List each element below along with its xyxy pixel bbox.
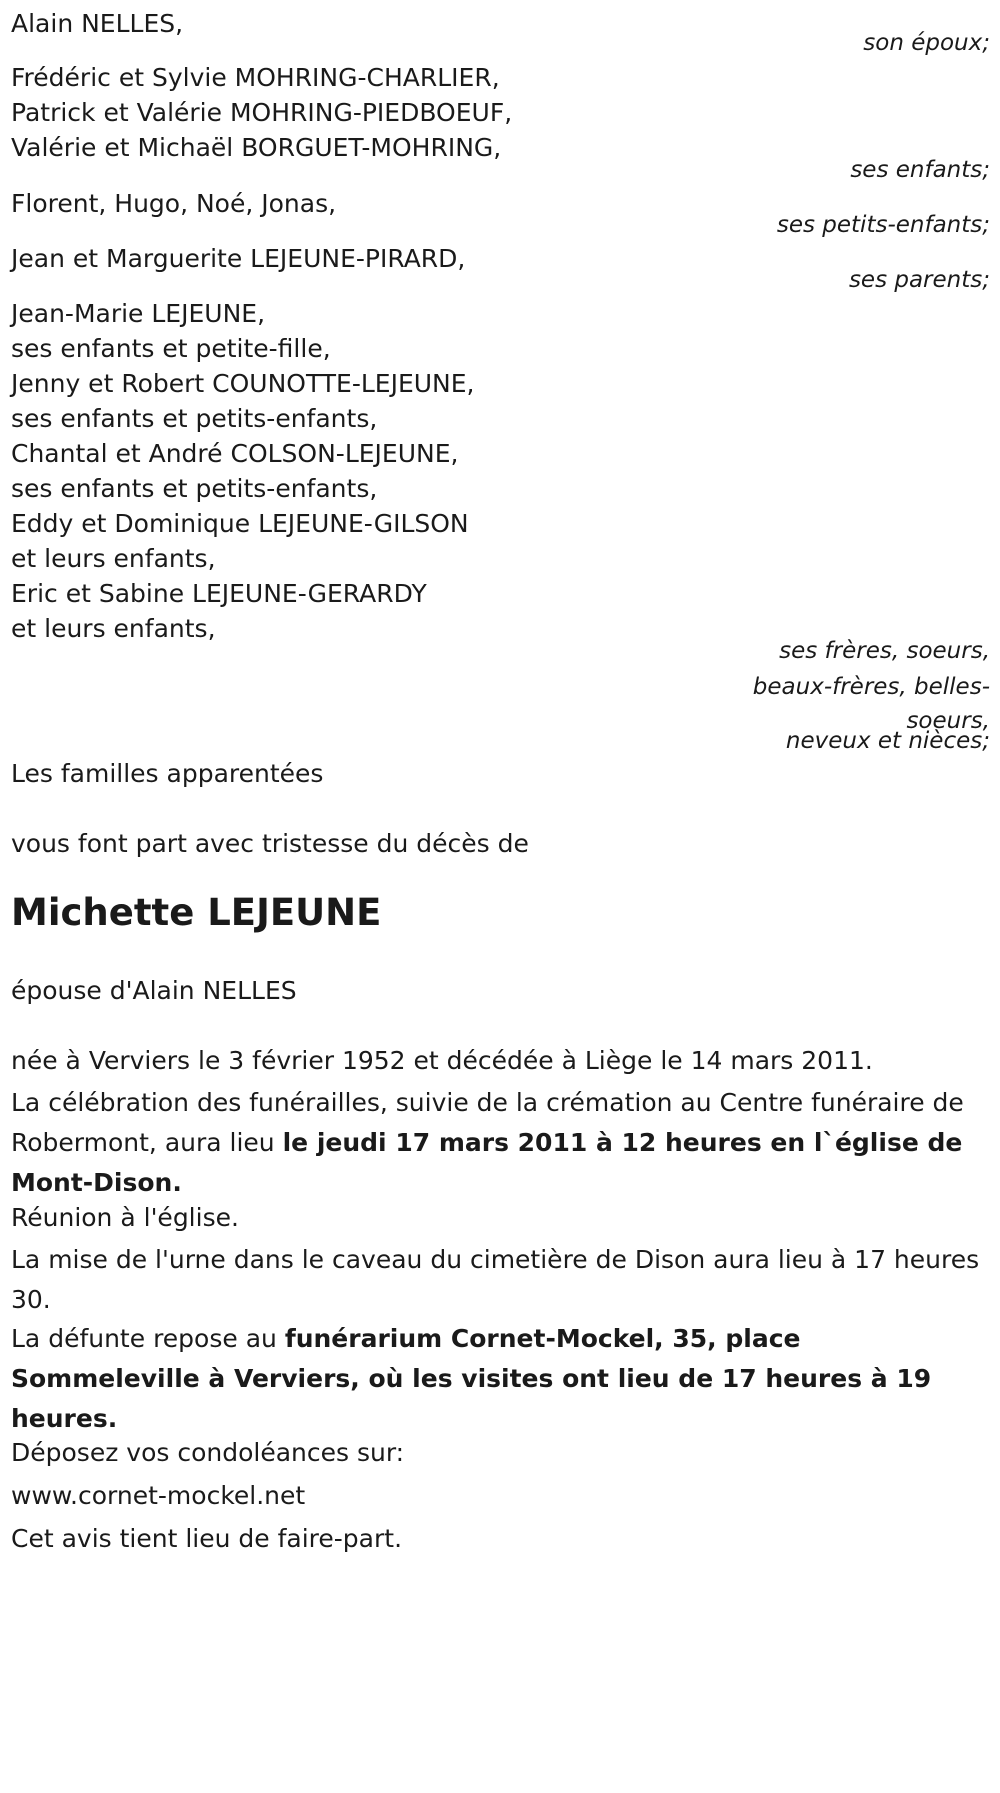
sibling-line: ses enfants et petite-fille,	[11, 334, 331, 363]
sibling-line: Chantal et André COLSON-LEJEUNE,	[11, 439, 459, 468]
grandchildren-names: Florent, Hugo, Noé, Jonas,	[11, 189, 337, 218]
siblings-role-line: soeurs,	[906, 708, 990, 734]
ceremony-intro: La célébration des funérailles, suivie de la crémation au Centre funéraire de Robermont, aura lieu	[11, 1088, 964, 1157]
ceremony-paragraph	[11, 1083, 991, 1203]
repose-details: funérarium Cornet-Mockel, 35, place Sommeleville à Verviers, où les visites ont lieu de 17 heures à 19 heures.	[11, 1324, 932, 1433]
child-line: Frédéric et Sylvie MOHRING-CHARLIER,	[11, 63, 500, 92]
child-line: Valérie et Michaël BORGUET-MOHRING,	[11, 133, 502, 162]
repose-paragraph	[11, 1319, 991, 1439]
repose-intro: La défunte repose au	[11, 1324, 285, 1353]
siblings-role-line: ses frères, soeurs,	[779, 638, 990, 664]
sibling-line: Jean-Marie LEJEUNE,	[11, 299, 266, 328]
sibling-line: et leurs enfants,	[11, 544, 216, 573]
condolences-label: Déposez vos condoléances sur:	[11, 1438, 405, 1467]
siblings-role-line: neveux et nièces;	[785, 728, 990, 754]
deceased-name: Michette LEJEUNE	[11, 891, 382, 934]
related-families: Les familles apparentées	[11, 759, 324, 788]
sibling-line: Eric et Sabine LEJEUNE-GERARDY	[11, 579, 427, 608]
sibling-line: Jenny et Robert COUNOTTE-LEJEUNE,	[11, 369, 475, 398]
urn-paragraph: La mise de l'urne dans le caveau du cimetière de Dison aura lieu à 17 heures 30.	[11, 1245, 980, 1314]
ceremony-details: le jeudi 17 mars 2011 à 12 heures en l`église de Mont-Dison.	[11, 1128, 963, 1197]
closing-line: Cet avis tient lieu de faire-part.	[11, 1524, 403, 1553]
spouse-line: épouse d'Alain NELLES	[11, 976, 297, 1005]
grandchildren-role: ses petits-enfants;	[776, 212, 990, 238]
children-role: ses enfants;	[850, 157, 990, 183]
parents-names: Jean et Marguerite LEJEUNE-PIRARD,	[11, 244, 466, 273]
sibling-line: ses enfants et petits-enfants,	[11, 474, 378, 503]
sibling-line: et leurs enfants,	[11, 614, 216, 643]
sibling-line: Eddy et Dominique LEJEUNE-GILSON	[11, 509, 469, 538]
parents-role: ses parents;	[848, 267, 990, 293]
child-line: Patrick et Valérie MOHRING-PIEDBOEUF,	[11, 98, 513, 127]
website-link[interactable]: www.cornet-mockel.net	[11, 1481, 306, 1510]
announcement-line: vous font part avec tristesse du décès de	[11, 829, 529, 858]
birth-death-line: née à Verviers le 3 février 1952 et décédée à Liège le 14 mars 2011.	[11, 1046, 873, 1075]
meeting-line: Réunion à l'église.	[11, 1203, 239, 1232]
husband-role: son époux;	[863, 30, 990, 56]
siblings-role-line: beaux-frères, belles-	[752, 674, 990, 700]
husband-name: Alain NELLES,	[11, 9, 184, 38]
sibling-line: ses enfants et petits-enfants,	[11, 404, 378, 433]
